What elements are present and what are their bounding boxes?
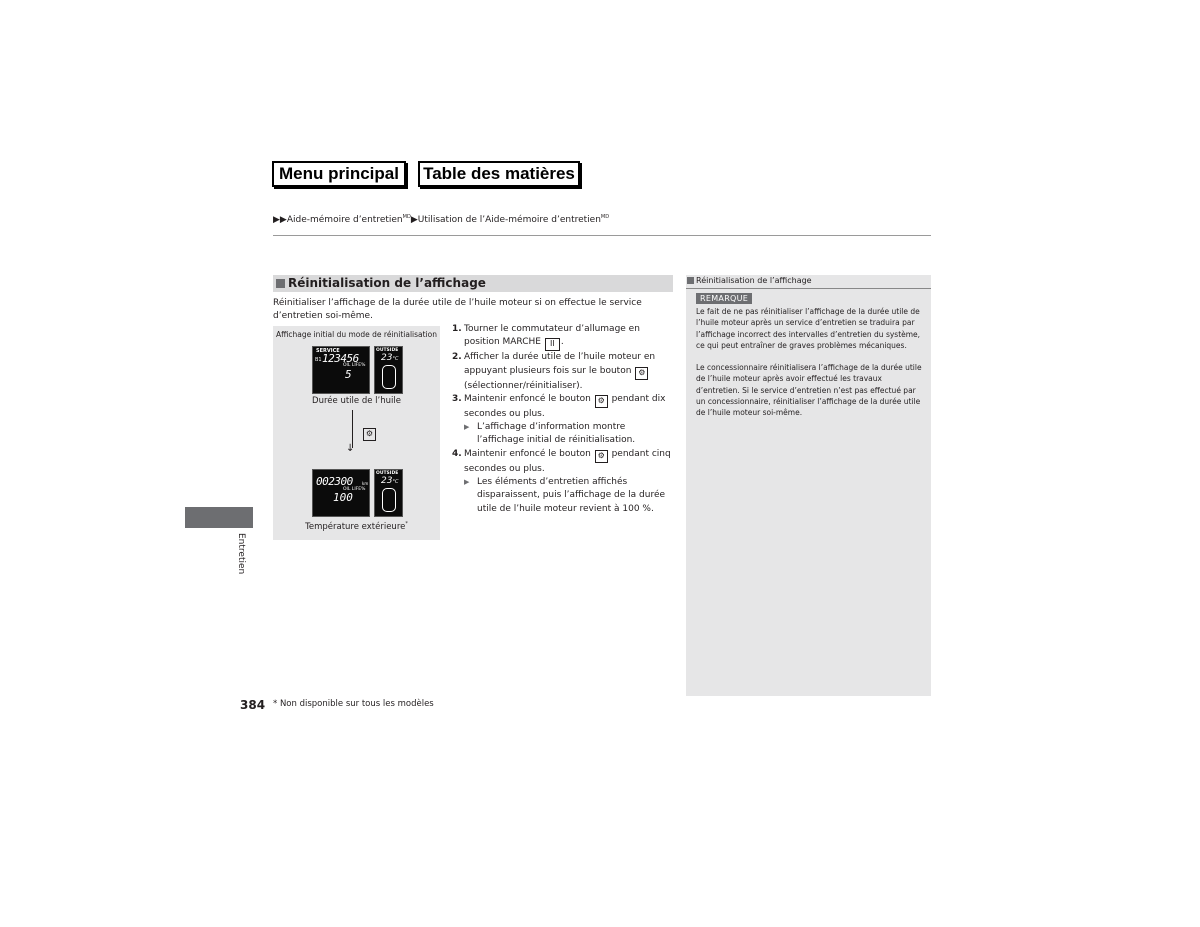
step-number: 4. [452, 448, 462, 459]
outside-panel-2 [374, 469, 403, 517]
section-intro: Réinitialiser l’affichage de la durée utile de l’huile moteur si on effectue le service d’entretien soi-même. [273, 298, 642, 321]
page-number: 384 [240, 698, 266, 712]
breadcrumb-item-2[interactable]: Utilisation de l’Aide-mémoire d’entretien [417, 215, 601, 225]
remarque-badge: REMARQUE [696, 293, 752, 304]
select-reset-button-icon: ⚙ [635, 367, 648, 380]
step-text: . [560, 337, 564, 348]
note-header-icon [687, 277, 694, 284]
km-unit: km [362, 481, 369, 486]
footnote: * Non disponible sur tous les modèles [273, 699, 434, 709]
lcd-display-2 [312, 469, 370, 517]
step-text: Afficher la durée utile de l’huile moteur en appuyant plusieurs fois sur le bouton [464, 352, 656, 376]
service-code: B1 [315, 357, 322, 363]
odometer-value: 123456 [322, 352, 359, 365]
toc-button[interactable]: Table des matières [418, 161, 580, 187]
oil-life-label-2: OIL LIFE% [343, 487, 366, 492]
result-arrow-icon: ▶ [464, 478, 470, 487]
select-reset-button-icon: ⚙ [595, 450, 608, 463]
step-text: pendant dix secondes ou plus. [464, 393, 666, 419]
oil-life-value: 100 [333, 491, 353, 504]
step-4 [452, 448, 674, 476]
breadcrumb-arrow-icon: ▶ [410, 215, 418, 225]
reset-display-figure [273, 326, 440, 540]
note-paragraph-2: Le concessionnaire réinitialisera l’affichage de la durée utile de l’huile moteur après avoir effectué les travaux d’entretien. Si le service d’entretien n’est pas effectué par un concessionnaire, réinitialiser l’affichage de la durée utile de l’huile moteur soi-même. [696, 363, 922, 418]
header-divider [273, 235, 931, 236]
odometer-value-2: 002300 [316, 475, 353, 488]
outside-temp: 23°C [381, 353, 399, 363]
step-text: Maintenir enfoncé le bouton [464, 393, 594, 404]
oil-sub-value: 5 [345, 368, 352, 381]
section-heading [273, 275, 673, 292]
figure-caption: Affichage initial du mode de réinitialisation [275, 330, 438, 339]
section-square-icon [276, 279, 285, 288]
outside-temp-2: 23°C [381, 476, 399, 486]
step-text: Maintenir enfoncé le bouton [464, 448, 594, 459]
outside-panel-1 [374, 346, 403, 394]
note-panel-header [686, 275, 931, 289]
step-text: pendant cinq secondes ou plus. [464, 448, 671, 474]
result-arrow-icon: ▶ [464, 423, 470, 432]
car-icon [382, 488, 396, 512]
step-4-result [452, 476, 674, 516]
breadcrumb-arrow-icon: ▶▶ [273, 215, 287, 225]
step-number: 3. [452, 393, 462, 404]
step-1 [452, 323, 674, 351]
step-3 [452, 393, 674, 421]
chapter-label: Entretien [236, 533, 246, 575]
step-3-result [452, 421, 674, 448]
step-text: (sélectionner/réinitialiser). [464, 380, 583, 391]
outside-label: OUTSIDE [376, 348, 399, 353]
result-text: Les éléments d’entretien affichés disparaissent, puis l’affichage de la durée utile de l’huile moteur revient à 100 %. [477, 477, 666, 514]
display-label-1: Durée utile de l’huile [312, 396, 401, 406]
arrow-down-head-icon: ↓ [346, 443, 355, 454]
main-menu-button[interactable]: Menu principal [272, 161, 406, 187]
lcd-display-1 [312, 346, 370, 394]
oil-life-label: OIL LIFE% [343, 363, 366, 368]
breadcrumb-sup-2: MD [600, 214, 610, 220]
outside-label-2: OUTSIDE [376, 471, 399, 476]
result-text: L’affichage d’information montre l’affichage initial de réinitialisation. [477, 422, 636, 446]
step-text: Tourner le commutateur d’allumage en position MARCHE [464, 324, 640, 348]
note-header-text: Réinitialisation de l’affichage [696, 276, 812, 285]
select-reset-button-icon: ⚙ [363, 428, 376, 441]
breadcrumb-sup-1: MD [402, 214, 411, 220]
step-number: 2. [452, 352, 462, 363]
select-reset-button-icon: ⚙ [595, 395, 608, 408]
breadcrumb [273, 214, 609, 225]
display-label-2: Température extérieure* [305, 521, 408, 532]
note-paragraph-1: Le fait de ne pas réinitialiser l’affichage de la durée utile de l’huile moteur après un service d’entretien se traduira par l’affichage incorrect des intervalles d’entretien du système, ce qui peut entraîner de graves problèmes mécaniques. [696, 307, 921, 350]
step-2 [452, 351, 674, 393]
note-panel [686, 275, 931, 696]
steps-list [452, 323, 674, 516]
chapter-tab [185, 507, 253, 528]
car-icon [382, 365, 396, 389]
breadcrumb-item-1[interactable]: Aide-mémoire d’entretien [286, 215, 403, 225]
section-title: Réinitialisation de l’affichage [288, 276, 486, 290]
ignition-on-key-icon: II [545, 338, 560, 351]
service-label: SERVICE [316, 348, 340, 354]
step-number: 1. [452, 324, 462, 334]
